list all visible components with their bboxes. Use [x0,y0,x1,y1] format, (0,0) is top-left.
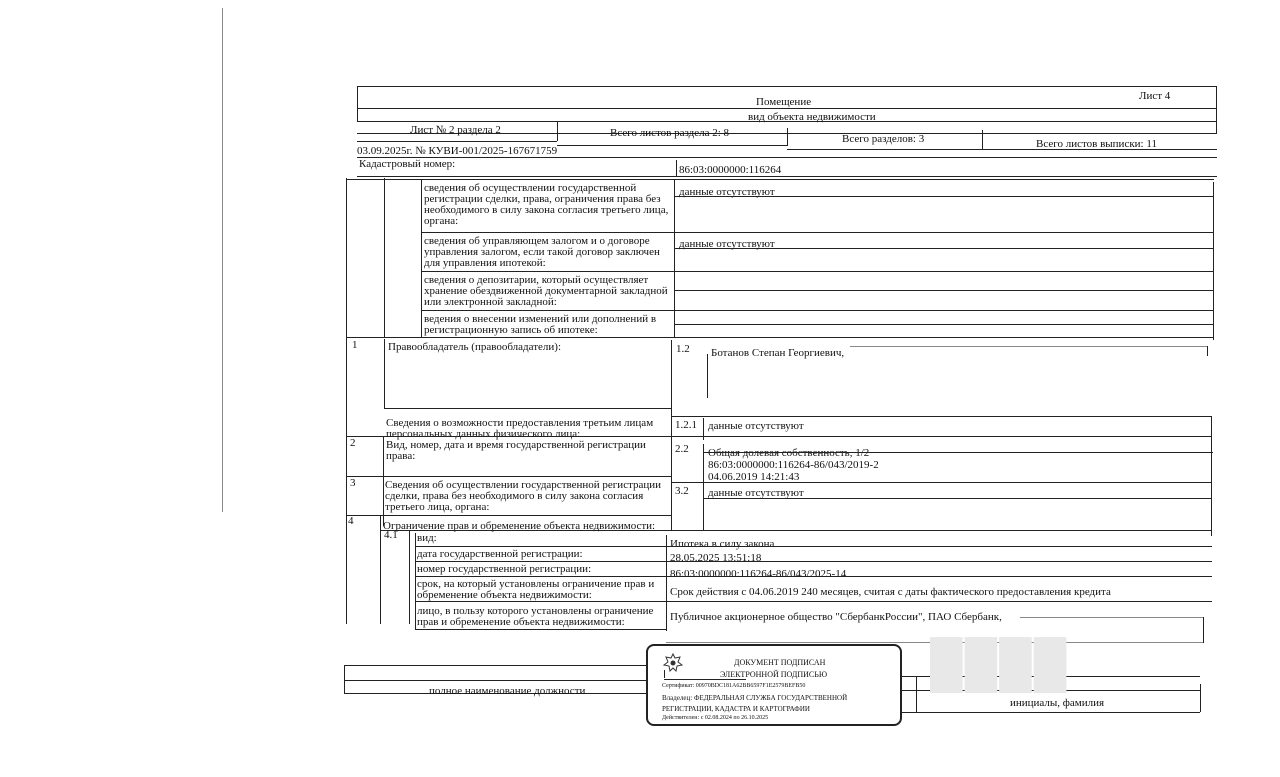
header-line [357,141,557,142]
row-number: 2 [350,437,356,449]
table-inner-column [384,178,385,338]
holder-code: 1.2 [676,343,690,355]
header-line [357,157,1217,158]
header-line [787,149,1217,150]
row-line [674,196,1214,197]
encumbrance-item-value: 86:03:0000000:116264-86/043/2025-14 [670,568,847,580]
cadastral-divider [676,160,677,177]
total-sheets-extract: Всего листов выписки: 11 [1036,138,1157,150]
header-divider [787,128,788,146]
encumbrance-label: Ограничение прав и обременение объекта недвижимости: [383,520,656,532]
row-number: 4 [348,515,354,527]
row-line [415,561,1212,562]
total-sections: Всего разделов: 3 [842,133,925,145]
info-label: сведения об осуществлении государственной регистрации сделки, права, ограничения права без необходимого в силу закона согласия третьего лица, органа: [424,182,669,227]
registration-value-1: Общая долевая собственность, 1/2 [708,447,870,459]
footer-line [344,665,646,666]
encumbrance-item-value: 28.05.2025 13:51:18 [670,552,762,564]
emblem-icon [662,652,684,674]
encumbrance-item-label: срок, на который установлены ограничение прав и обременение объекта недвижимости: [417,578,655,601]
deal-value: данные отсутствуют [708,487,804,499]
stamp-mark [664,670,665,678]
holder-value: Ботанов Степан Георгиевич, [711,347,845,359]
cadastral-value: 86:03:0000000:116264 [679,164,782,176]
header-line [557,145,787,146]
row-line [346,179,1214,180]
row-line [415,629,667,630]
object-kind-caption: вид объекта недвижимости [748,111,876,123]
stamp-owner-1: Владелец: ФЕДЕРАЛЬНАЯ СЛУЖБА ГОСУДАРСТВЕННОЙ [662,694,848,702]
encumbrance-item-label: лицо, в пользу которого установлены ограничение прав и обременение объекта недвижимости: [417,605,654,628]
info-value: данные отсутствуют [679,238,775,250]
encumbrance-item-label: номер государственной регистрации: [417,563,592,575]
stamp-owner-2: РЕГИСТРАЦИИ, КАДАСТРА И КАРТОГРАФИИ [662,705,810,713]
number-column [380,516,381,624]
encumbrance-item-label: вид: [417,532,437,544]
row-line [346,337,1214,338]
info-label: сведения о депозитарии, который осуществляет хранение обездвиженной документарной закладной или электронной закладной: [424,274,668,308]
header-left-border [357,86,358,121]
row-line [415,601,1212,602]
row-line [380,530,1212,531]
cadastral-line [357,176,1217,177]
info-label: ведения о внесении изменений или дополнений в регистрационную запись об ипотеке: [424,313,657,336]
personal-data-value: данные отсутствуют [708,420,804,432]
row-line [415,576,1212,577]
footer-line [344,680,646,681]
footer-divider [916,676,917,712]
encumbrance-code: 4.1 [384,529,398,541]
object-title: Помещение [756,96,812,108]
table-right-border [1203,617,1204,643]
row-line [703,452,1213,453]
header-divider [557,121,558,141]
footer-line [902,690,1201,691]
code-column [703,484,704,530]
row-line [674,290,1214,291]
stamp-rule [664,679,746,680]
row-line [703,498,1212,499]
header-line [357,121,1217,122]
table-right-border [1213,182,1214,340]
value-column-border [674,180,675,338]
row-line [421,232,1214,233]
value-underline [850,346,1208,347]
footer-right-border [1200,684,1201,712]
header-divider [982,130,983,150]
footer-left-border [344,665,345,693]
header-right-border [1216,86,1217,133]
value-underline [1020,617,1204,618]
number-column [384,339,385,409]
registration-label: Вид, номер, дата и время государственной регистрации права: [386,439,646,462]
row-line [346,515,672,516]
section-sheet: Лист № 2 раздела 2 [410,124,501,136]
personal-data-code: 1.2.1 [675,419,697,431]
row-line [346,436,1212,437]
registration-value-2: 86:03:0000000:116264-86/043/2019-2 [708,459,879,471]
deal-code: 3.2 [675,485,689,497]
stamp-valid: Действителен: с 02.08.2024 по 26.10.2025 [662,715,769,721]
number-column [383,436,384,526]
row-line [421,310,1214,311]
registration-code: 2.2 [675,443,689,455]
row-line [384,408,672,409]
row-line [421,271,1214,272]
row-line [346,476,672,477]
table-inner-column [421,180,422,338]
position-caption: полное наименование должности [429,685,586,697]
row-number: 3 [350,477,356,489]
row-line [671,482,1212,483]
cadastral-label: Кадастровый номер: [359,158,456,170]
deal-label: Сведения об осуществлении государственной регистрации сделки, права без необходимого в силу закона согласия третьего лица, органа: [385,479,662,513]
encumbrance-item-label: дата государственной регистрации: [417,548,583,560]
table-right-border [1207,346,1208,356]
stamp-title-1: ДОКУМЕНТ ПОДПИСАН [734,658,826,667]
holder-label: Правообладатель (правообладатели): [388,341,562,353]
initials-caption: инициалы, фамилия [1010,697,1105,709]
header-line [357,108,1217,109]
info-value: данные отсутствуют [679,186,775,198]
watermark-ghost: ████ [930,637,1069,689]
value-column-border [671,340,672,530]
stamp-title-2: ЭЛЕКТРОННОЙ ПОДПИСЬЮ [720,670,828,679]
row-line [674,324,1214,325]
encumbrance-label-column [415,533,416,629]
table-right-border [1211,416,1212,536]
encumbrance-item-value: Срок действия с 04.06.2019 240 месяцев, считая с даты фактического предоставления кредита [670,586,1111,598]
date-number: 03.09.2025г. № КУВИ-001/2025-167671759 [357,145,558,157]
registration-value-3: 04.06.2019 14:21:43 [708,471,800,483]
code-column [707,354,708,398]
encumbrance-item-value: Ипотека в силу закона [670,538,775,550]
sheet-number: Лист 4 [1139,90,1171,102]
row-line [674,248,1214,249]
table-left-border [346,178,347,624]
total-sheets-section: Всего листов раздела 2: 8 [610,127,730,139]
encumbrance-item-value: Публичное акционерное общество "СбербанкРоссии", ПАО Сбербанк, [670,611,1002,623]
stamp-certificate: Сертификат: 00970BDC181A62BB6597F1E2579BEFB50 [662,683,806,689]
row-line [415,546,1212,547]
digital-signature-stamp [646,644,902,726]
footer-line [902,712,1200,713]
header-top-border [357,86,1217,87]
code-column [703,444,704,486]
scan-edge-line [222,8,223,512]
row-line [671,416,1212,417]
personal-data-label: Сведения о возможности предоставления третьим лицам персональных данных физического лица: [386,417,654,440]
row-number: 1 [352,339,358,351]
info-label: сведения об управляющем залогом и о договоре управления залогом, если такой договор заключен для управления ипотекой: [424,235,660,269]
encumbrance-code-column [409,531,410,624]
